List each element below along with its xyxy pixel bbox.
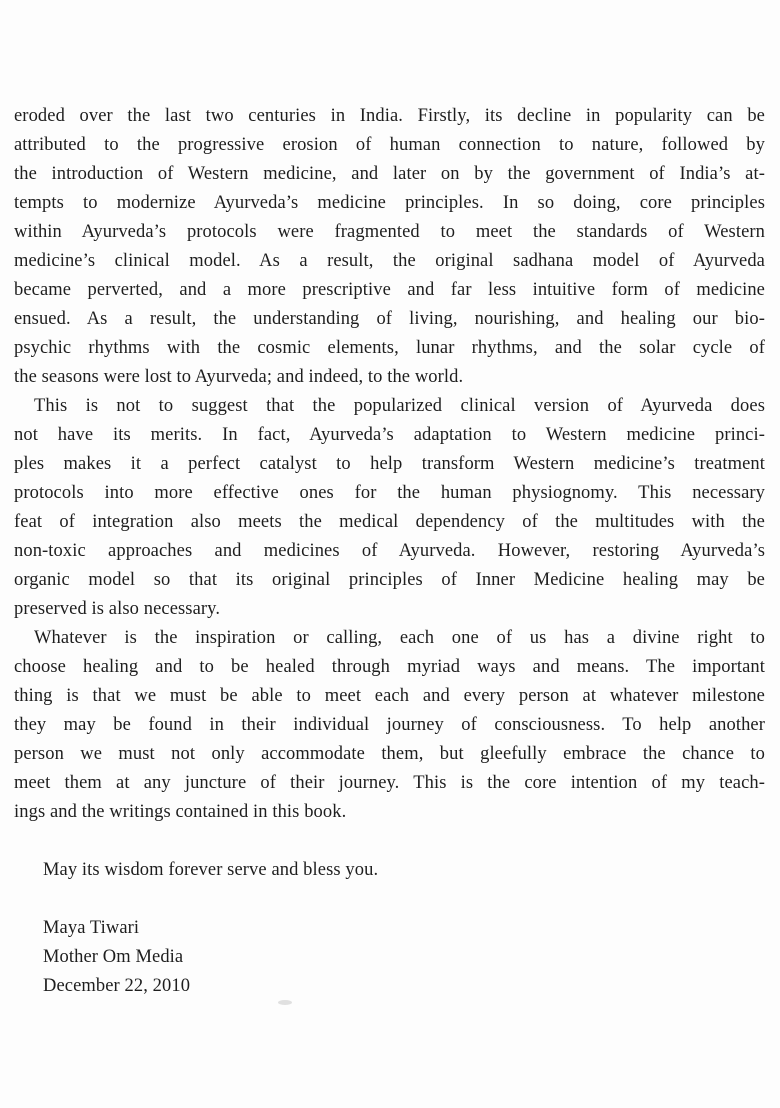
text-line: feat of integration also meets the medical dependency of the multitudes with the [14, 512, 765, 532]
text-line: not have its merits. In fact, Ayurveda’s adaptation to Western medicine princi- [14, 425, 765, 445]
text-line: person we must not only accommodate them, but gleefully embrace the chance to [14, 744, 765, 764]
paragraph [14, 392, 765, 624]
paragraphs [14, 102, 765, 827]
text-line: preserved is also necessary. [14, 599, 221, 619]
text-block [14, 102, 765, 1001]
text-line: became perverted, and a more prescriptive and far less intuitive form of medicine [14, 280, 765, 300]
text-line: Whatever is the inspiration or calling, each one of us has a divine right to [34, 628, 765, 648]
text-line: This is not to suggest that the popularized clinical version of Ayurveda does [34, 396, 765, 416]
text-line: ensued. As a result, the understanding of living, nourishing, and healing our bio- [14, 309, 765, 329]
text-line: the seasons were lost to Ayurveda; and indeed, to the world. [14, 367, 464, 387]
text-line: organic model so that its original principles of Inner Medicine healing may be [14, 570, 765, 590]
text-line: meet them at any juncture of their journey. This is the core intention of my teach- [14, 773, 765, 793]
text-line: within Ayurveda’s protocols were fragmented to meet the standards of Western [14, 222, 765, 242]
text-line: psychic rhythms with the cosmic elements, lunar rhythms, and the solar cycle of [14, 338, 765, 358]
text-line: thing is that we must be able to meet each and every person at whatever milestone [14, 686, 765, 706]
blessing-line: May its wisdom forever serve and bless you. [43, 860, 379, 880]
paragraph [14, 624, 765, 827]
text-line: non-toxic approaches and medicines of Ayurveda. However, restoring Ayurveda’s [14, 541, 765, 561]
signature-date: December 22, 2010 [43, 976, 191, 996]
text-line: attributed to the progressive erosion of human connection to nature, followed by [14, 135, 765, 155]
paragraph [14, 102, 765, 392]
text-line: the introduction of Western medicine, and later on by the government of India’s at- [14, 164, 765, 184]
text-line: choose healing and to be healed through myriad ways and means. The important [14, 657, 765, 677]
signature-block [14, 914, 765, 1001]
scan-smudge [278, 1000, 292, 1005]
signature-organization: Mother Om Media [43, 947, 184, 967]
text-line: ings and the writings contained in this book. [14, 802, 347, 822]
text-line: ples makes it a perfect catalyst to help transform Western medicine’s treatment [14, 454, 765, 474]
text-line: protocols into more effective ones for the human physiognomy. This necessary [14, 483, 765, 503]
text-line: they may be found in their individual journey of consciousness. To help another [14, 715, 765, 735]
text-line: eroded over the last two centuries in India. Firstly, its decline in popularity can be [14, 106, 765, 126]
signature-name: Maya Tiwari [43, 918, 140, 938]
text-line: medicine’s clinical model. As a result, the original sadhana model of Ayurveda [14, 251, 765, 271]
text-line: tempts to modernize Ayurveda’s medicine principles. In so doing, core principles [14, 193, 765, 213]
